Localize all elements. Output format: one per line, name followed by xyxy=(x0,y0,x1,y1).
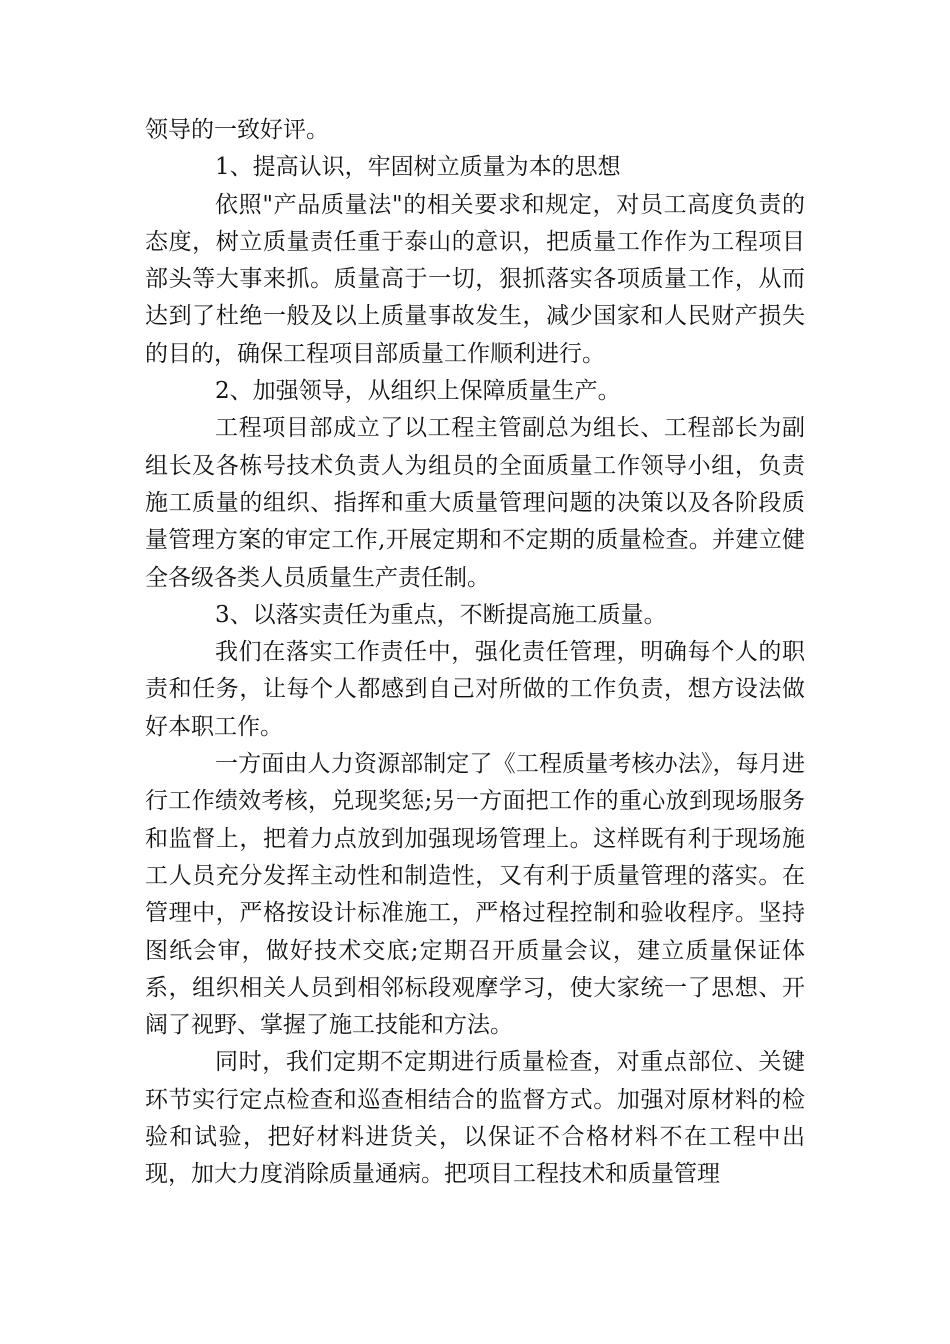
paragraph: 工程项目部成立了以工程主管副总为组长、工程部长为副组长及各栋号技术负责人为组员的全面质量工作领导小组，负责施工质量的组织、指挥和重大质量管理问题的决策以及各阶段质量管理方案的审定工作,开展定期和不定期的质量检查。并建立健全各级各类人员质量生产责任制。 xyxy=(145,415,805,591)
paragraph: 依照"产品质量法"的相关要求和规定，对员工高度负责的态度，树立质量责任重于泰山的意识，把质量工作作为工程项目部头等大事来抓。质量高于一切，狠抓落实各项质量工作，从而达到了杜绝一般及以上质量事故发生，减少国家和人民财产损失的目的，确保工程项目部质量工作顺利进行。 xyxy=(145,191,805,367)
paragraph: 我们在落实工作责任中，强化责任管理，明确每个人的职责和任务，让每个人都感到自己对所做的工作负责，想方设法做好本职工作。 xyxy=(145,639,805,740)
section-heading-3: 3、以落实责任为重点，不断提高施工质量。 xyxy=(215,601,667,628)
paragraph: 一方面由人力资源部制定了《工程质量考核办法》，每月进行工作绩效考核，兑现奖惩;另一方面把工作的重心放到现场服务和监督上，把着力点放到加强现场管理上。这样既有利于现场施工人员充分发挥主动性和制造性，又有利于质量管理的落实。在管理中，严格按设计标准施工，严格过程控制和验收程序。坚持图纸会审，做好技术交底;定期召开质量会议，建立质量保证体系，组织相关人员到相邻标段观摩学习，使大家统一了思想、开阔了视野、掌握了施工技能和方法。 xyxy=(145,751,805,1039)
paragraph-continuation: 领导的一致好评。 xyxy=(145,117,329,143)
section-heading-2: 2、加强领导，从组织上保障质量生产。 xyxy=(215,378,621,405)
document-body xyxy=(145,112,805,1194)
paragraph: 同时，我们定期不定期进行质量检查，对重点部位、关键环节实行定点检查和巡查相结合的监督方式。加强对原材料的检验和试验，把好材料进货关，以保证不合格材料不在工程中出现，加大力度消除质量通病。把项目工程技术和质量管理 xyxy=(145,1049,805,1188)
section-heading-1: 1、提高认识，牢固树立质量为本的思想 xyxy=(215,154,621,181)
